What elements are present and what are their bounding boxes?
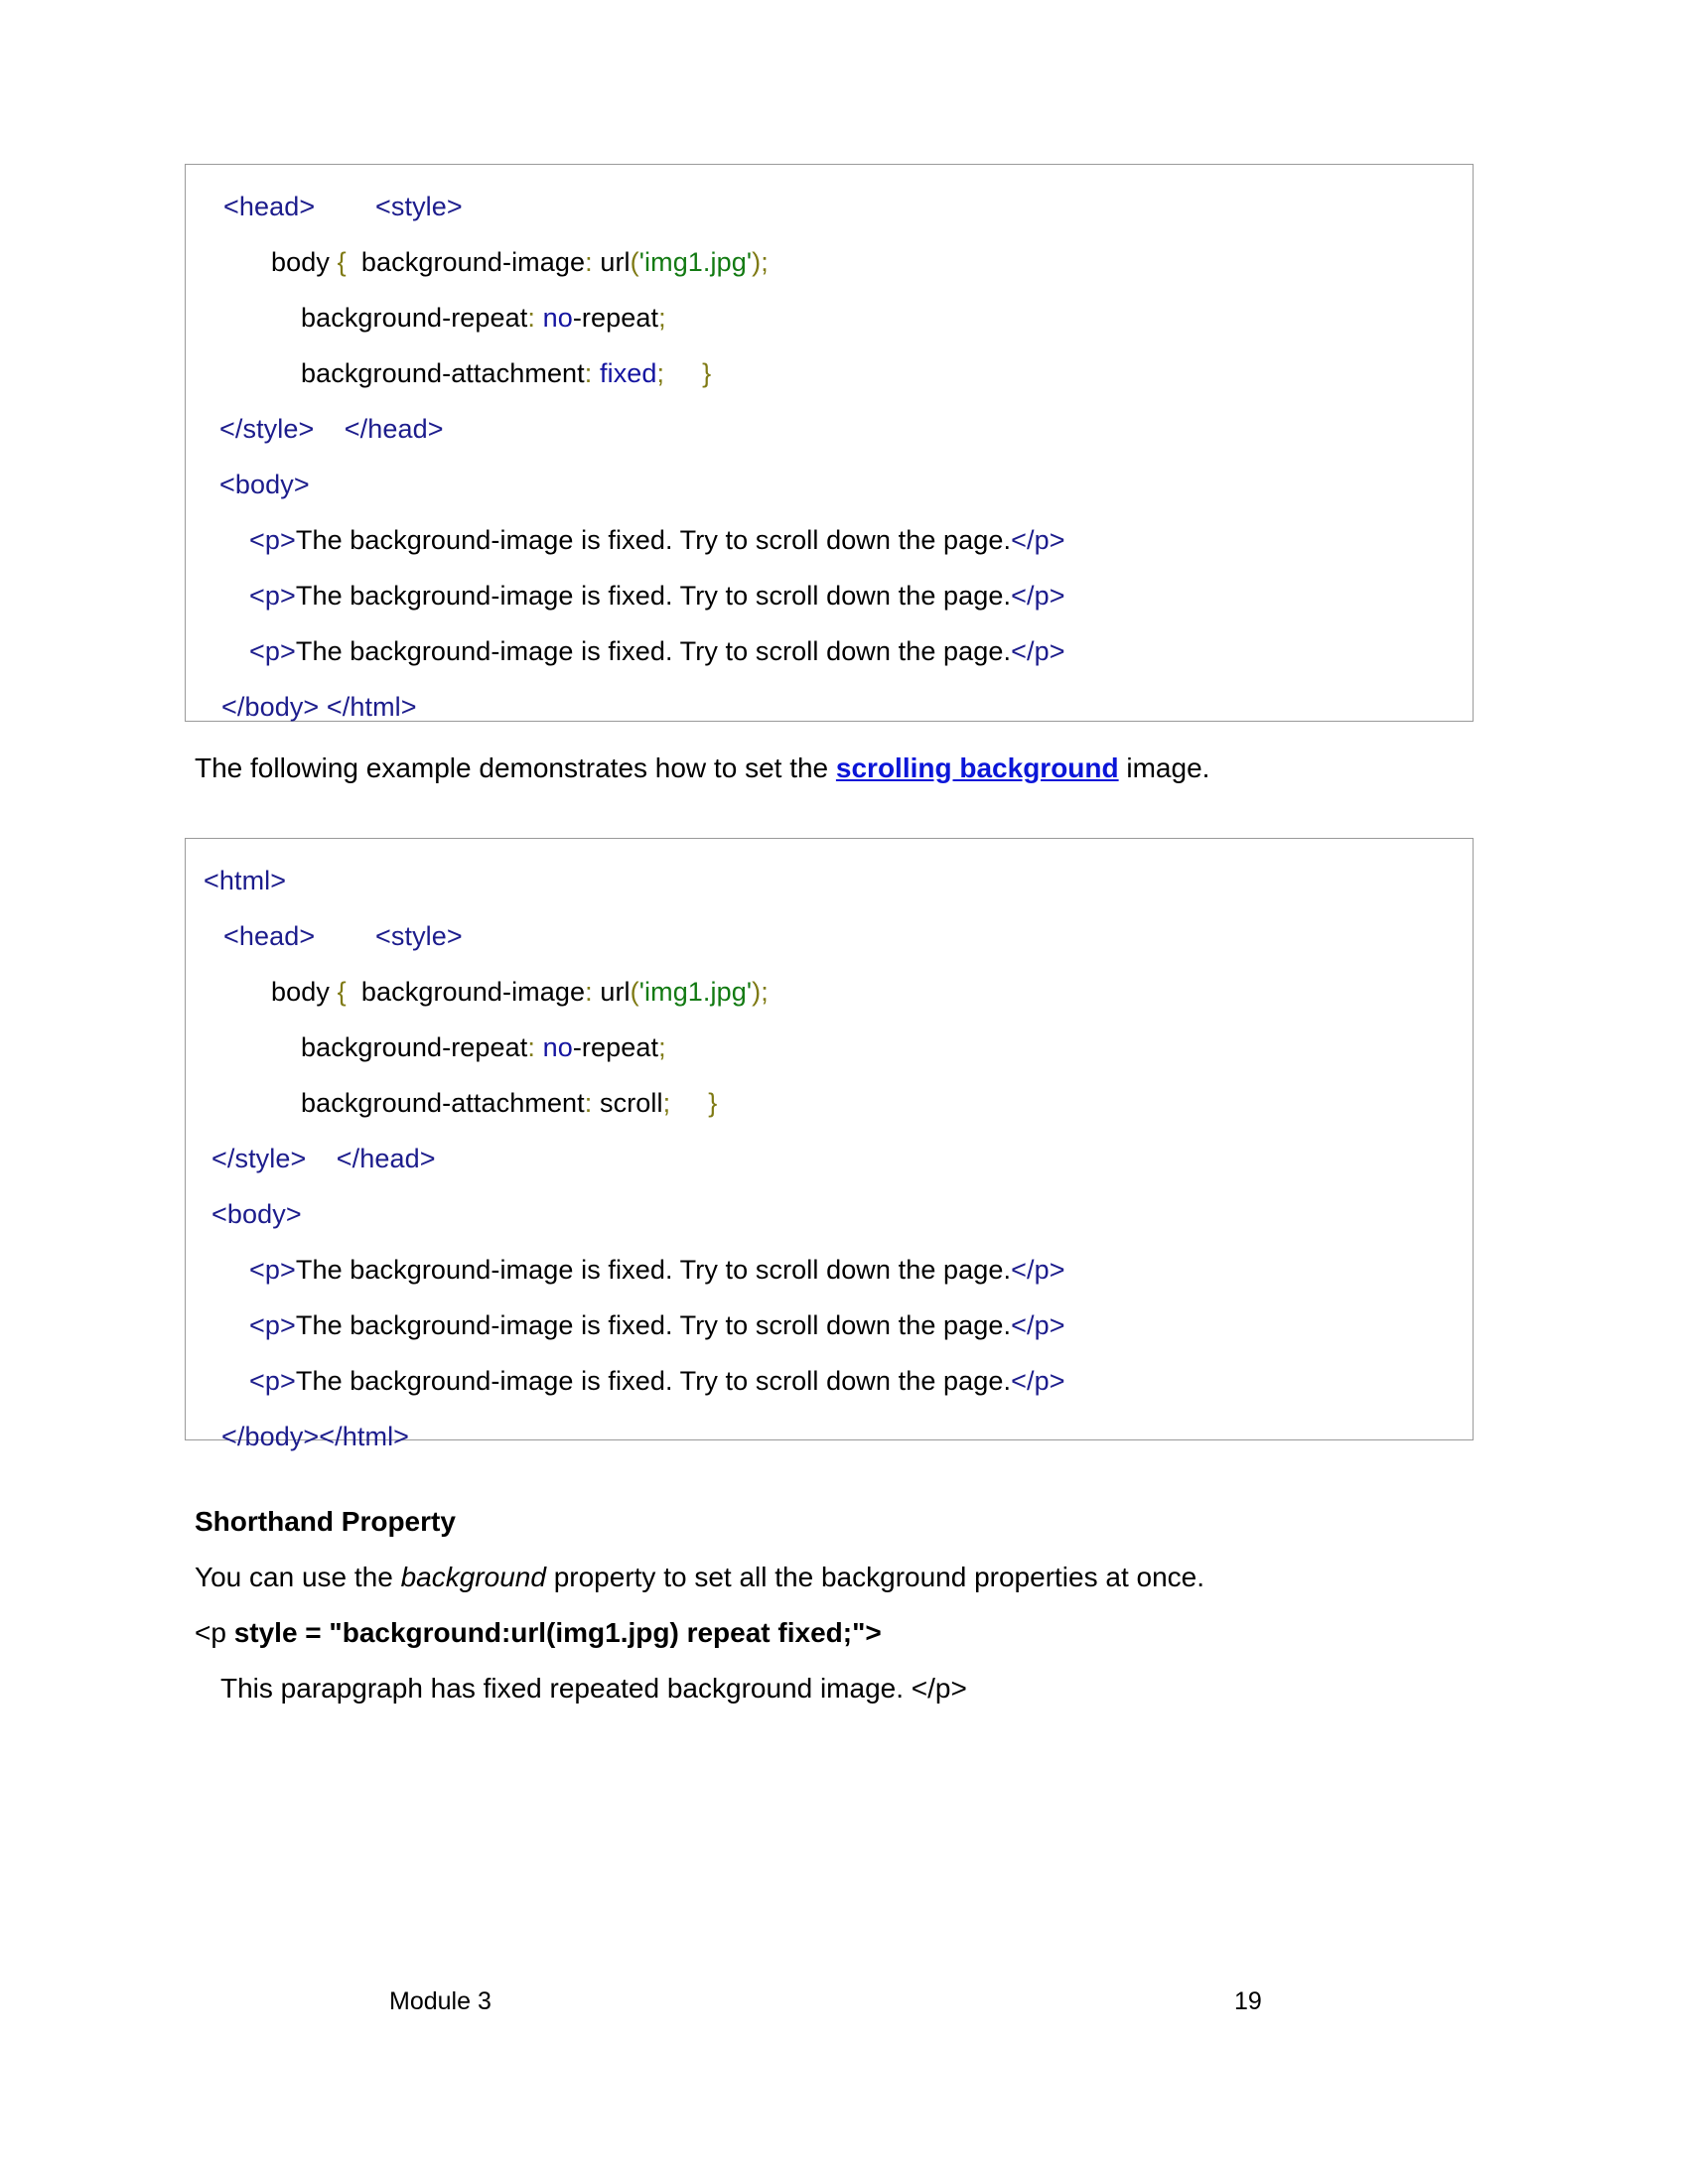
shorthand-description-italic: background bbox=[400, 1562, 546, 1592]
code-token-plain: scroll bbox=[592, 1088, 663, 1118]
code-token-plain: background-attachment bbox=[301, 1088, 585, 1118]
code-line bbox=[202, 623, 1457, 679]
code-token-punc: : bbox=[527, 303, 535, 333]
code-token-tag: </p> bbox=[1011, 1310, 1065, 1340]
code-token-tag: </body></html> bbox=[221, 1422, 410, 1451]
code-token-punc: ; bbox=[761, 247, 769, 277]
code-token-tag: <p> bbox=[249, 581, 296, 611]
code-token-plain: The background-image is fixed. Try to scroll down the page. bbox=[295, 1366, 1012, 1396]
code-token-tag: <body> bbox=[219, 470, 310, 499]
code-block-fixed-background bbox=[185, 164, 1474, 722]
footer-module-label: Module 3 bbox=[389, 1987, 492, 2015]
footer-page-number: 19 bbox=[1234, 1987, 1262, 2015]
code-token-tag: </p> bbox=[1011, 636, 1065, 666]
code-token-punc: ; bbox=[656, 358, 665, 388]
code-token-tag: </style> bbox=[211, 1144, 307, 1173]
shorthand-code-bold: style = "background:url(img1.jpg) repeat fixed;"> bbox=[233, 1617, 882, 1648]
code-line bbox=[202, 1409, 1457, 1464]
code-token-plain: background-attachment bbox=[301, 358, 585, 388]
code-token-punc: : bbox=[584, 1088, 593, 1118]
shorthand-code-follow: This parapgraph has fixed repeated background image. </p> bbox=[220, 1673, 967, 1704]
code-token-plain bbox=[314, 414, 344, 444]
shorthand-description bbox=[195, 1561, 1204, 1594]
code-line bbox=[202, 179, 1457, 234]
code-token-plain: -repeat bbox=[572, 1032, 659, 1062]
code-token-punc: ; bbox=[658, 1032, 666, 1062]
code-token-plain: The background-image is fixed. Try to scroll down the page. bbox=[295, 525, 1012, 555]
shorthand-code-prefix: <p bbox=[195, 1617, 234, 1648]
code-token-tag: <style> bbox=[375, 192, 463, 221]
code-token-plain: background-image bbox=[346, 247, 586, 277]
code-line bbox=[202, 1353, 1457, 1409]
code-line bbox=[202, 853, 1457, 908]
code-token-plain bbox=[315, 192, 375, 221]
code-token-punc: : bbox=[585, 247, 593, 277]
scrolling-background-link[interactable]: scrolling background bbox=[835, 752, 1119, 783]
code-token-punc: ; bbox=[761, 977, 769, 1007]
code-token-plain: url bbox=[592, 977, 631, 1007]
code-token-kw: no bbox=[542, 1032, 573, 1062]
code-token-tag: </p> bbox=[1011, 581, 1065, 611]
code-token-plain bbox=[535, 303, 543, 333]
code-token-tag: <head> bbox=[223, 921, 316, 951]
code-token-kw: fixed bbox=[600, 358, 657, 388]
intro-sentence-after: image. bbox=[1118, 752, 1210, 783]
code-token-plain: -repeat bbox=[572, 303, 659, 333]
code-token-kw: no bbox=[542, 303, 573, 333]
code-token-tag: </p> bbox=[1011, 1255, 1065, 1285]
code-token-punc: } bbox=[708, 1088, 718, 1118]
shorthand-description-before: You can use the bbox=[195, 1562, 401, 1592]
shorthand-code-line bbox=[195, 1616, 882, 1650]
code-line bbox=[202, 457, 1457, 512]
code-token-tag: <p> bbox=[249, 1255, 296, 1285]
code-token-tag: <p> bbox=[249, 636, 296, 666]
code-token-tag: </body> </html> bbox=[221, 692, 417, 722]
code-line bbox=[202, 234, 1457, 290]
code-token-tag: <p> bbox=[249, 525, 296, 555]
code-block-1-lines bbox=[186, 165, 1473, 735]
code-line bbox=[202, 345, 1457, 401]
code-token-plain: body bbox=[271, 977, 338, 1007]
code-line bbox=[202, 568, 1457, 623]
code-token-punc: } bbox=[702, 358, 712, 388]
code-token-plain: background-image bbox=[346, 977, 586, 1007]
code-line bbox=[202, 908, 1457, 964]
code-token-punc: : bbox=[527, 1032, 535, 1062]
code-token-str: 'img1.jpg' bbox=[638, 247, 753, 277]
code-line bbox=[202, 401, 1457, 457]
code-token-plain: body bbox=[271, 247, 338, 277]
intro-sentence bbox=[195, 751, 1209, 785]
code-token-tag: </p> bbox=[1011, 525, 1065, 555]
code-token-plain bbox=[535, 1032, 543, 1062]
code-token-tag: <body> bbox=[211, 1199, 302, 1229]
code-token-str: 'img1.jpg' bbox=[638, 977, 753, 1007]
code-token-tag: <p> bbox=[249, 1366, 296, 1396]
code-token-tag: <head> bbox=[223, 192, 316, 221]
code-line bbox=[202, 1020, 1457, 1075]
code-token-punc: ( bbox=[630, 977, 639, 1007]
code-line bbox=[202, 290, 1457, 345]
code-token-tag: <p> bbox=[249, 1310, 296, 1340]
code-token-tag: </head> bbox=[344, 414, 444, 444]
code-token-plain bbox=[592, 358, 600, 388]
code-line bbox=[202, 1186, 1457, 1242]
code-token-plain: The background-image is fixed. Try to scroll down the page. bbox=[295, 1255, 1012, 1285]
code-line bbox=[202, 679, 1457, 735]
code-line bbox=[202, 1297, 1457, 1353]
code-token-plain: The background-image is fixed. Try to scroll down the page. bbox=[295, 581, 1012, 611]
code-token-plain bbox=[315, 921, 375, 951]
shorthand-property-heading: Shorthand Property bbox=[195, 1506, 456, 1537]
code-token-plain: url bbox=[592, 247, 631, 277]
code-token-tag: <html> bbox=[204, 866, 287, 895]
code-token-tag: </head> bbox=[336, 1144, 436, 1173]
shorthand-description-after: property to set all the background properties at once. bbox=[545, 1562, 1204, 1592]
code-token-tag: <style> bbox=[375, 921, 463, 951]
code-token-punc: : bbox=[585, 977, 593, 1007]
code-token-tag: </p> bbox=[1011, 1366, 1065, 1396]
code-line bbox=[202, 1242, 1457, 1297]
code-token-plain bbox=[664, 358, 702, 388]
code-token-punc: : bbox=[584, 358, 593, 388]
code-token-punc: ( bbox=[630, 247, 639, 277]
code-block-scrolling-background bbox=[185, 838, 1474, 1451]
code-line bbox=[202, 1131, 1457, 1186]
code-token-punc: { bbox=[337, 247, 347, 277]
code-token-punc: ) bbox=[752, 247, 762, 277]
code-token-punc: ) bbox=[752, 977, 762, 1007]
code-token-punc: { bbox=[337, 977, 347, 1007]
code-block-2-lines bbox=[186, 839, 1473, 1464]
intro-sentence-before: The following example demonstrates how to set the bbox=[195, 752, 836, 783]
code-line bbox=[202, 964, 1457, 1020]
code-token-tag: </style> bbox=[219, 414, 315, 444]
code-token-plain: The background-image is fixed. Try to scroll down the page. bbox=[295, 1310, 1012, 1340]
code-token-plain: The background-image is fixed. Try to scroll down the page. bbox=[295, 636, 1012, 666]
code-line bbox=[202, 1075, 1457, 1131]
code-line bbox=[202, 512, 1457, 568]
code-token-plain bbox=[306, 1144, 336, 1173]
code-token-plain: background-repeat bbox=[301, 303, 528, 333]
code-token-punc: ; bbox=[658, 303, 666, 333]
code-token-plain bbox=[670, 1088, 708, 1118]
code-token-punc: ; bbox=[662, 1088, 671, 1118]
code-token-plain: background-repeat bbox=[301, 1032, 528, 1062]
